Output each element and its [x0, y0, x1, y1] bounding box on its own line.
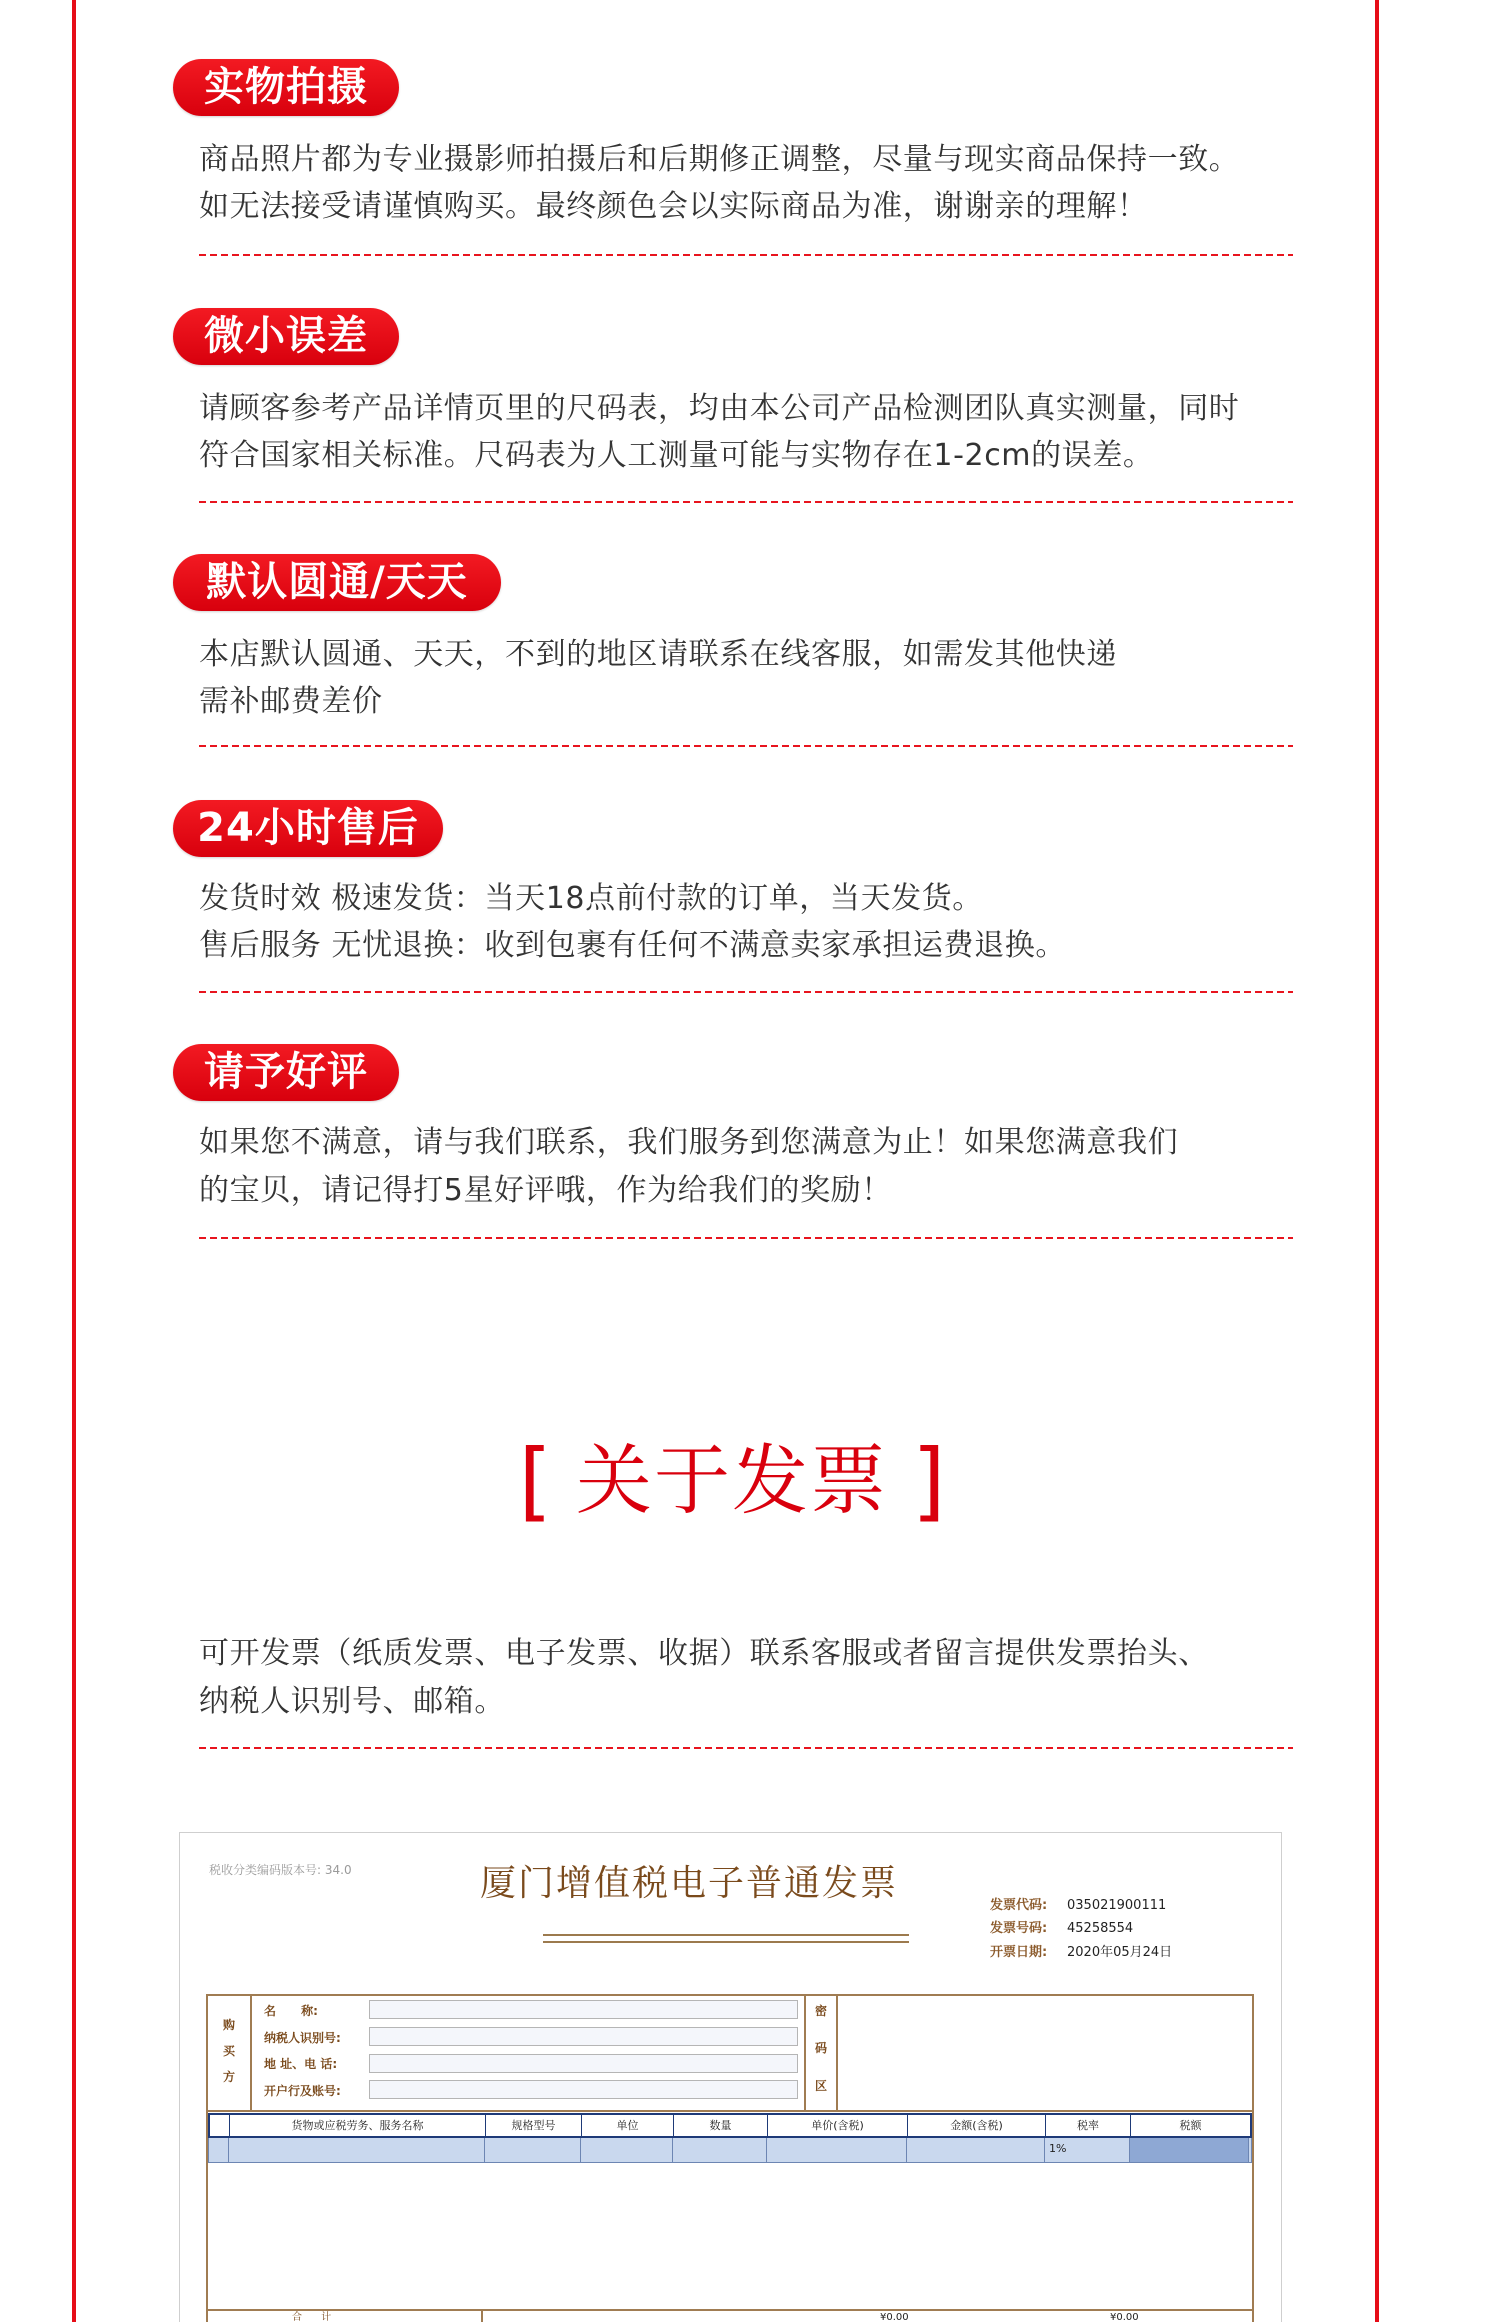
invoice-title-underline	[543, 1934, 909, 1936]
buyer-address-label: 地 址、电 话:	[264, 2057, 338, 2071]
section-text-line: 如果您不满意，请与我们联系，我们服务到您满意为止！如果您满意我们	[199, 1125, 1179, 1160]
header-cell: 规格型号	[486, 2115, 582, 2136]
invoice-date-value: 2020年05月24日	[1067, 1945, 1173, 1960]
buyer-taxid-field	[369, 2027, 798, 2046]
section-text-line: 如无法接受请谨慎购买。最终颜色会以实际商品为准，谢谢亲的理解！	[199, 189, 1148, 224]
item-cell	[209, 2138, 229, 2162]
section-badge: 微小误差	[173, 308, 399, 365]
invoice-version-label: 税收分类编码版本号: 34.0	[209, 1863, 352, 1877]
dashed-divider	[199, 745, 1293, 747]
item-cell	[767, 2138, 907, 2162]
tax-rate-cell: 1%	[1045, 2138, 1130, 2162]
buyer-name-field	[369, 2000, 798, 2019]
dashed-divider	[199, 1747, 1293, 1749]
item-row	[208, 2138, 1252, 2163]
section-text-line: 本店默认圆通、天天，不到的地区请联系在线客服，如需发其他快递	[199, 637, 1117, 672]
header-cell: 税率	[1046, 2115, 1131, 2136]
section-badge: 默认圆通/天天	[173, 554, 501, 611]
table-divider	[250, 1996, 252, 2110]
header-cell: 数量	[674, 2115, 768, 2136]
header-cell: 货物或应税劳务、服务名称	[230, 2115, 486, 2136]
buyer-label-char: 买	[222, 2044, 235, 2058]
section-text-line: 售后服务 无忧退换：收到包裹有任何不满意卖家承担运费退换。	[199, 928, 1066, 963]
invoice-number-label: 发票号码:	[990, 1921, 1048, 1936]
invoice-text-line: 可开发票（纸质发票、电子发票、收据）联系客服或者留言提供发票抬头、	[199, 1636, 1209, 1671]
table-divider	[208, 2309, 1252, 2311]
dashed-divider	[199, 991, 1293, 993]
heading-bracket-right: ]	[912, 1431, 946, 1531]
heading-bracket-left: [	[518, 1431, 552, 1531]
left-red-border	[72, 0, 76, 2322]
total-amount: ¥0.00	[880, 2312, 909, 2322]
invoice-date-label: 开票日期:	[990, 1945, 1048, 1960]
header-cell: 单价(含税)	[768, 2115, 908, 2136]
total-label: 合 计	[292, 2312, 332, 2322]
cipher-label-char: 码	[814, 2041, 827, 2055]
heading-title: 关于发票	[576, 1436, 888, 1525]
right-red-border	[1375, 0, 1379, 2322]
buyer-label-char: 方	[222, 2070, 235, 2084]
item-cell	[907, 2138, 1045, 2162]
table-divider	[836, 1996, 838, 2110]
invoice-sample-image	[179, 1832, 1282, 2322]
invoice-heading	[480, 1431, 984, 1531]
buyer-address-field	[369, 2054, 798, 2073]
dashed-divider	[199, 501, 1293, 503]
section-text-line: 请顾客参考产品详情页里的尺码表，均由本公司产品检测团队真实测量，同时	[199, 391, 1240, 426]
header-cell: 单位	[582, 2115, 674, 2136]
cipher-label-char: 密	[814, 2004, 827, 2018]
item-cell	[229, 2138, 485, 2162]
item-cell	[581, 2138, 673, 2162]
item-cell	[485, 2138, 581, 2162]
table-divider	[481, 2311, 483, 2322]
table-divider	[208, 2110, 1252, 2112]
buyer-label-char: 购	[222, 2018, 235, 2032]
invoice-number-value: 45258554	[1067, 1921, 1134, 1936]
buyer-bank-field	[369, 2080, 798, 2099]
item-cell	[673, 2138, 767, 2162]
header-cell	[210, 2115, 230, 2136]
invoice-table	[206, 1994, 1254, 2322]
section-text-line: 发货时效 极速发货：当天18点前付款的订单，当天发货。	[199, 881, 983, 916]
buyer-bank-label: 开户行及账号:	[264, 2084, 341, 2098]
tax-amount-cell	[1130, 2138, 1249, 2162]
invoice-title-underline	[543, 1941, 909, 1943]
section-text-line: 的宝贝，请记得打5星好评哦，作为给我们的奖励！	[199, 1173, 892, 1208]
section-text-line: 商品照片都为专业摄影师拍摄后和后期修正调整，尽量与现实商品保持一致。	[199, 142, 1240, 177]
section-badge: 请予好评	[173, 1044, 399, 1101]
dashed-divider	[199, 1237, 1293, 1239]
buyer-name-label: 名 称:	[264, 2004, 318, 2018]
section-text-line: 需补邮费差价	[199, 684, 383, 719]
section-text-line: 符合国家相关标准。尺码表为人工测量可能与实物存在1-2cm的误差。	[199, 438, 1154, 473]
cipher-label-char: 区	[814, 2079, 827, 2093]
invoice-title: 厦门增值税电子普通发票	[480, 1863, 899, 1904]
total-tax: ¥0.00	[1110, 2312, 1139, 2322]
buyer-taxid-label: 纳税人识别号:	[264, 2031, 341, 2045]
dashed-divider	[199, 254, 1293, 256]
invoice-code-value: 035021900111	[1067, 1898, 1167, 1913]
section-badge: 24小时售后	[173, 800, 443, 857]
item-header-row	[208, 2113, 1252, 2138]
invoice-code-label: 发票代码:	[990, 1898, 1048, 1913]
header-cell: 税额	[1179, 2119, 1202, 2132]
invoice-text-line: 纳税人识别号、邮箱。	[199, 1684, 505, 1719]
header-cell: 金额(含税)	[908, 2115, 1046, 2136]
section-badge: 实物拍摄	[173, 59, 399, 116]
